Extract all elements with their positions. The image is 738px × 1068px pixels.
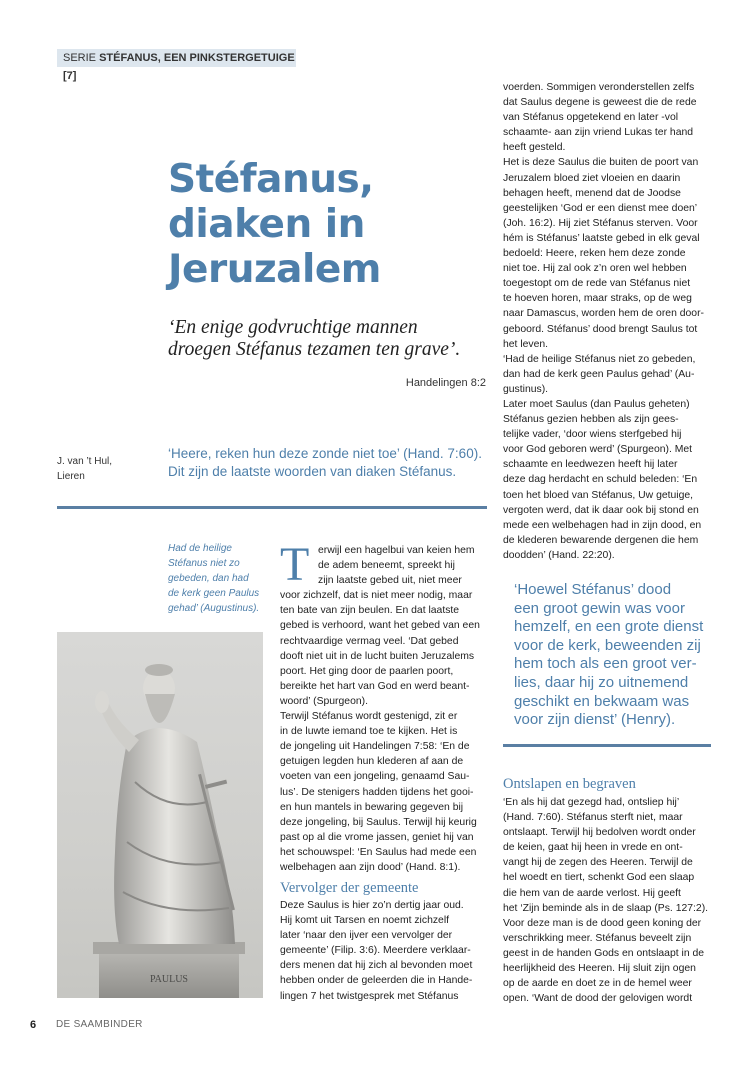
text-line: heeft gesteld.	[503, 142, 566, 154]
text-line: geest in de handen Gods en ontslaapt in de	[503, 947, 705, 959]
caption-line: gehad’ (Augustinus).	[168, 603, 260, 614]
text-line: Later moet Saulus (dan Paulus geheten)	[503, 398, 690, 410]
text-line: vergoten werd, dat ik daar ook bij stond en	[503, 504, 699, 516]
author-byline	[57, 454, 112, 484]
pullquote-line: geschikt en bekwaam was	[514, 692, 690, 710]
text-line: Voor deze man is de dood geen koning der	[503, 917, 702, 929]
text-line: voor God geboren werd’ (Spurgeon). Met	[503, 444, 693, 456]
text-line: schaamte en leedwezen heeft hij later	[503, 459, 678, 471]
caption-line: de kerk geen Paulus	[168, 588, 260, 599]
text-line: voerden. Sommigen veronderstellen zelfs	[503, 82, 695, 93]
text-line: rechtvaardige vermag veel. ‘Dat gebed	[280, 635, 459, 647]
text-line: voeten van een jongeling, genaamd Sau-	[280, 771, 470, 783]
text-line: woord’ (Spurgeon).	[280, 695, 368, 707]
pullquote-line: voor de kerk, beweenden zij	[514, 636, 701, 654]
text-line: dat Saulus degene is geweest die de rede	[503, 97, 697, 109]
text-line: deze dag herdacht en schuld beleden: ‘En	[503, 474, 698, 486]
column-2-text	[280, 538, 490, 875]
text-line: telijke vader, ‘door wiens sterfgebed hij	[503, 429, 682, 441]
column-3-text	[503, 80, 718, 563]
text-line: te hoeven horen, maar straks, op de weg	[503, 293, 692, 305]
text-line: welbehagen aan zijn dood’ (Hand. 8:1).	[280, 861, 461, 873]
lead-text	[168, 445, 493, 481]
subhead-ontslapen: Ontslapen en begraven	[503, 776, 636, 792]
text-line: doodden’ (Hand. 22:20).	[503, 549, 615, 561]
lead-line: Dit zijn de laatste woorden van diaken Stéfanus.	[168, 464, 457, 479]
text-line: naar Damascus, worden hem de oren door-	[503, 308, 704, 320]
statue-photo	[57, 632, 263, 998]
article-title	[168, 157, 488, 292]
text-line: Stéfanus gezien hebben als zijn gees-	[503, 414, 679, 426]
text-line: lus’. De stenigers hadden tijdens het gooi-	[280, 786, 474, 798]
text-line: open. ‘Want de dood der gelovigen wordt	[503, 993, 693, 1005]
title-line: Stéfanus,	[168, 157, 374, 202]
text-line: poort. Het ging door de paarlen poort,	[280, 665, 454, 677]
text-line: Het is deze Saulus die buiten de poort van	[503, 157, 699, 169]
quote-line: ‘En enige godvruchtige mannen	[168, 317, 418, 338]
series-name: STÉFANUS, EEN PINKSTERGETUIGE [7]	[63, 52, 295, 82]
text-line: Deze Saulus is hier zo’n dertig jaar oud.	[280, 900, 464, 911]
text-line: in de luwte iemand toe te kijken. Het is	[280, 726, 458, 738]
text-line: ontslaapt. Terwijl hij bedolven wordt onder	[503, 827, 696, 839]
text-line: de adem beneemt, spreekt hij	[318, 560, 455, 572]
text-line: hel woedt en tiert, schenkt God een slaap	[503, 872, 695, 884]
pullquote-line: lies, daar hij zo uitnemend	[514, 673, 689, 691]
text-line: gustinus).	[503, 383, 549, 395]
author-name: J. van ’t Hul,	[57, 456, 113, 467]
pull-quote	[514, 581, 719, 730]
text-line: (Hand. 7:60). Stéfanus sterft niet, maar	[503, 812, 683, 824]
statue-illustration	[57, 632, 263, 998]
pullquote-rule	[503, 744, 711, 747]
opening-quote	[168, 317, 493, 361]
text-line: geestelijken ‘God er een dienst mee doen’	[503, 202, 698, 214]
text-line: Jeruzalem bloed ziet vloeien en daarin	[503, 172, 681, 184]
series-prefix: SERIE	[63, 52, 97, 64]
text-line: dan had de kerk geen Paulus gehad’ (Au-	[503, 368, 695, 380]
text-line: op de aarde en doet ze in de hemel weer	[503, 978, 692, 990]
text-line: de klederen bewarende dergenen die hem	[503, 534, 699, 546]
pullquote-line: voor zijn dienst’ (Henry).	[514, 711, 676, 729]
text-line: later ‘naar den ijver een vervolger der	[280, 930, 453, 942]
quote-line: droegen Stéfanus tezamen ten grave’.	[168, 339, 461, 360]
series-tag	[57, 49, 296, 82]
text-line: de jongeling uit Handelingen 7:58: ‘En de	[280, 741, 470, 753]
text-line: behagen heeft, menend dat de Joodse	[503, 187, 681, 199]
text-line: ders menen dat hij zich al bevonden moet	[280, 960, 473, 972]
text-line: mede een welbehagen had in zijn dood, en	[503, 519, 702, 531]
text-line: niet toe. Hij zal ook z’n oren wel hebben	[503, 263, 687, 275]
text-line: ‘En als hij dat gezegd had, ontsliep hij’	[503, 797, 680, 808]
text-line: geboord. Stéfanus’ dood brengt Saulus tot	[503, 323, 698, 335]
text-line: getuigen legden hun klederen af aan de	[280, 756, 464, 768]
caption-line: Stéfanus niet zo	[168, 558, 240, 569]
text-line: gemeente’ (Filip. 3:6). Meerdere verklaar-	[280, 945, 471, 957]
text-line: toegestopt om de rede van Stéfanus niet	[503, 278, 691, 290]
text-line: hebben onder de geleerden die in Hande-	[280, 975, 473, 987]
text-line: het leven.	[503, 338, 549, 350]
photo-caption	[168, 541, 268, 616]
text-line: hém is Stéfanus’ laatste gebed in elk geval	[503, 232, 700, 244]
lead-line: ‘Heere, reken hun deze zonde niet toe’ (Hand. 7:60).	[168, 446, 482, 461]
text-line: gebed is verhoord, want het gebed van een	[280, 620, 480, 632]
text-line: bereikte het hart van God en werd beant-	[280, 680, 470, 692]
pullquote-line: ‘Hoewel Stéfanus’ dood	[514, 581, 672, 598]
pullquote-line: een groot gewin was voor	[514, 599, 685, 617]
text-line: en hun mantels in bewaring gegeven bij	[280, 801, 464, 813]
text-line: van Stéfanus opgetekend en later -vol	[503, 112, 679, 124]
quote-reference: Handelingen 8:2	[405, 377, 486, 389]
text-line: het ‘Zijn beminde als in de slaap (Ps. 127:2).	[503, 902, 709, 914]
title-line: Jeruzalem	[168, 247, 381, 292]
text-line: lingen 7 het twistgesprek met Stéfanus	[280, 990, 459, 1002]
text-line: erwijl een hagelbui van keien hem	[318, 545, 475, 556]
text-line: Terwijl Stéfanus wordt gestenigd, zit er	[280, 711, 458, 723]
text-line: heerlijkheid des Heeren. Hij sluit zijn ogen	[503, 963, 696, 975]
text-line: die hem van de aarde verlost. Hij geeft	[503, 887, 681, 899]
divider-rule	[57, 506, 487, 509]
text-line: verschrikking meer. Stéfanus beveelt zijn	[503, 932, 692, 944]
text-line: past op al die vrome jassen, geniet hij van	[280, 831, 474, 843]
text-line: bedoeld: Heere, reken hem deze zonde	[503, 248, 686, 260]
caption-line: gebeden, dan had	[168, 573, 249, 584]
magazine-name: DE SAAMBINDER	[56, 1019, 143, 1030]
text-line: zijn laatste gebed uit, niet meer	[318, 575, 462, 587]
page-number: 6	[30, 1019, 37, 1031]
text-line: (Joh. 16:2). Hij ziet Stéfanus sterven. Voor	[503, 217, 698, 229]
text-line: deze jongeling, bij Saulus. Terwijl hij keurig	[280, 816, 477, 828]
column-3-text-continued	[503, 795, 718, 1006]
text-line: toen het bloed van Stéfanus, Uw getuige,	[503, 489, 694, 501]
text-line: ten bate van zijn beulen. En dat laatste	[280, 605, 460, 617]
subhead-vervolger: Vervolger der gemeente	[280, 880, 419, 896]
column-2-text-continued	[280, 898, 490, 1004]
text-line: schaamte- aan zijn vriend Lukas ter hand	[503, 127, 694, 139]
pedestal-inscription: PAULUS	[150, 974, 188, 985]
text-line: voor zichzelf, dat is niet meer nodig, maar	[280, 590, 473, 602]
text-line: dooft niet uit in de lucht buiten Jeruzalems	[280, 650, 475, 662]
text-line: ‘Had de heilige Stéfanus niet zo gebeden,	[503, 353, 696, 365]
text-line: de keien, gaat hij heen in vrede en ont-	[503, 842, 683, 854]
text-line: vangt hij de zegen des Heeren. Terwijl de	[503, 857, 693, 869]
title-line: diaken in	[168, 202, 365, 247]
author-location: Lieren	[57, 471, 85, 482]
text-line: het schouwspel: ‘En Saulus had mede een	[280, 846, 477, 858]
pullquote-line: hemzelf, en een grote dienst	[514, 618, 704, 636]
caption-line: Had de heilige	[168, 543, 232, 554]
drop-cap: T	[280, 538, 310, 591]
pullquote-line: hem toch als een groot ver-	[514, 655, 697, 673]
text-line: Hij komt uit Tarsen en noemt zichzelf	[280, 915, 450, 927]
